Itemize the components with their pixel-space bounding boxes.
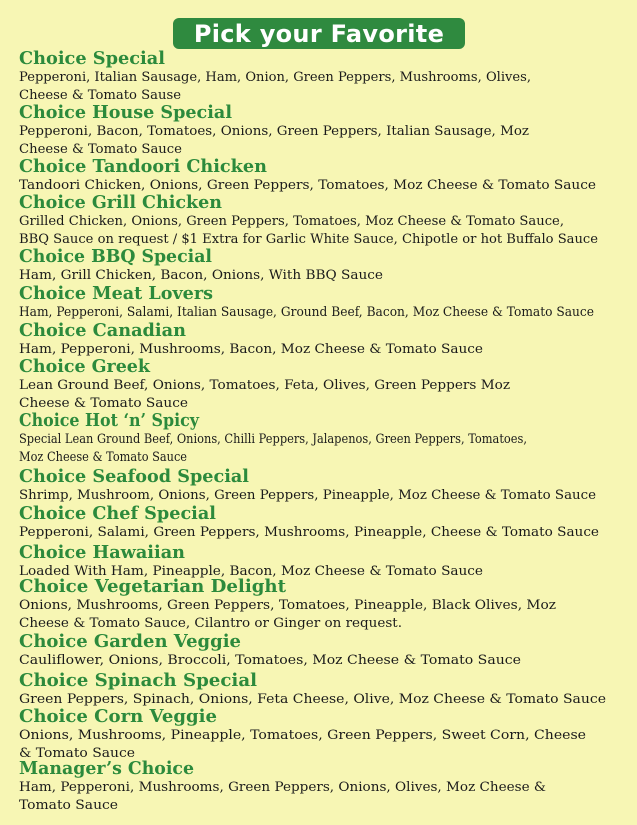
item-description-line: & Tomato Sauce — [19, 746, 135, 761]
item-name: Choice Special — [19, 48, 165, 69]
item-description-line: BBQ Sauce on request / $1 Extra for Garlic White Sauce, Chipotle or hot Buffalo Sauce — [19, 232, 598, 247]
item-name: Choice Spinach Special — [19, 670, 257, 691]
page-title: Pick your Favorite — [193, 19, 445, 48]
menu-item — [19, 671, 619, 709]
item-description-line: Moz Cheese & Tomato Sauce — [19, 450, 187, 465]
item-description-line: Ham, Pepperoni, Mushrooms, Bacon, Moz Cheese & Tomato Sauce — [19, 342, 483, 357]
item-description-line: Grilled Chicken, Onions, Green Peppers, Tomatoes, Moz Cheese & Tomato Sauce, — [19, 214, 564, 229]
menu-item — [19, 504, 619, 542]
item-name: Choice Greek — [19, 356, 150, 377]
item-description-line: Ham, Grill Chicken, Bacon, Onions, With BBQ Sauce — [19, 268, 384, 283]
item-description-line: Pepperoni, Salami, Green Peppers, Mushrooms, Pineapple, Cheese & Tomato Sauce — [19, 525, 599, 540]
item-description-line: Shrimp, Mushroom, Onions, Green Peppers, Pineapple, Moz Cheese & Tomato Sauce — [19, 488, 596, 503]
item-name: Choice Hot ‘n’ Spicy — [19, 410, 199, 431]
item-name: Choice House Special — [19, 102, 232, 123]
item-description-line: Ham, Pepperoni, Salami, Italian Sausage, Ground Beef, Bacon, Moz Cheese & Tomato Sauce — [19, 305, 594, 320]
item-name: Choice Hawaiian — [19, 542, 185, 563]
item-description-line: Onions, Mushrooms, Pineapple, Tomatoes, Green Peppers, Sweet Corn, Cheese — [19, 728, 586, 743]
menu-item — [19, 632, 619, 670]
menu-item — [19, 707, 619, 763]
item-name: Choice Meat Lovers — [19, 283, 213, 304]
menu-item — [19, 357, 619, 413]
item-description-line: Ham, Pepperoni, Mushrooms, Green Peppers, Onions, Olives, Moz Cheese & — [19, 780, 546, 795]
item-name: Choice Grill Chicken — [19, 192, 222, 213]
item-name: Choice Chef Special — [19, 503, 216, 524]
menu-item — [19, 321, 619, 359]
item-description-line: Special Lean Ground Beef, Onions, Chilli Peppers, Jalapenos, Green Peppers, Tomatoes, — [19, 432, 527, 447]
item-description-line: Onions, Mushrooms, Green Peppers, Tomatoes, Pineapple, Black Olives, Moz — [19, 598, 556, 613]
item-description-line: Tandoori Chicken, Onions, Green Peppers, Tomatoes, Moz Cheese & Tomato Sauce — [19, 178, 596, 193]
item-description-line: Loaded With Ham, Pineapple, Bacon, Moz Cheese & Tomato Sauce — [19, 564, 483, 579]
item-name: Choice Seafood Special — [19, 466, 249, 487]
menu-item — [19, 247, 619, 285]
item-description-line: Cheese & Tomato Sauce — [19, 142, 182, 157]
item-description-line: Cheese & Tomato Sause — [19, 88, 181, 103]
menu-item — [19, 193, 619, 249]
item-name: Choice BBQ Special — [19, 246, 212, 267]
item-name: Choice Corn Veggie — [19, 706, 218, 727]
menu-item — [19, 284, 619, 322]
menu-item — [19, 577, 619, 633]
item-name: Choice Canadian — [19, 320, 186, 341]
item-name: Choice Vegetarian Delight — [19, 576, 286, 597]
item-description-line: Pepperoni, Bacon, Tomatoes, Onions, Green Peppers, Italian Sausage, Moz — [19, 124, 529, 139]
menu-item — [19, 411, 619, 467]
item-description-line: Cauliflower, Onions, Broccoli, Tomatoes, Moz Cheese & Tomato Sauce — [19, 653, 521, 668]
menu-item — [19, 759, 619, 815]
item-description-line: Pepperoni, Italian Sausage, Ham, Onion, Green Peppers, Mushrooms, Olives, — [19, 70, 531, 85]
item-name: Manager’s Choice — [19, 758, 194, 779]
item-description-line: Lean Ground Beef, Onions, Tomatoes, Feta, Olives, Green Peppers Moz — [19, 378, 510, 393]
item-description-line: Green Peppers, Spinach, Onions, Feta Cheese, Olive, Moz Cheese & Tomato Sauce — [19, 692, 606, 707]
item-description-line: Tomato Sauce — [19, 798, 118, 813]
menu-item — [19, 103, 619, 159]
item-name: Choice Tandoori Chicken — [19, 156, 267, 177]
menu-item — [19, 467, 619, 505]
menu-item — [19, 49, 619, 105]
item-description-line: Cheese & Tomato Sauce, Cilantro or Ginger on request. — [19, 616, 402, 631]
item-name: Choice Garden Veggie — [19, 631, 241, 652]
item-description-line: Cheese & Tomato Sauce — [19, 396, 188, 411]
menu-item — [19, 157, 619, 195]
